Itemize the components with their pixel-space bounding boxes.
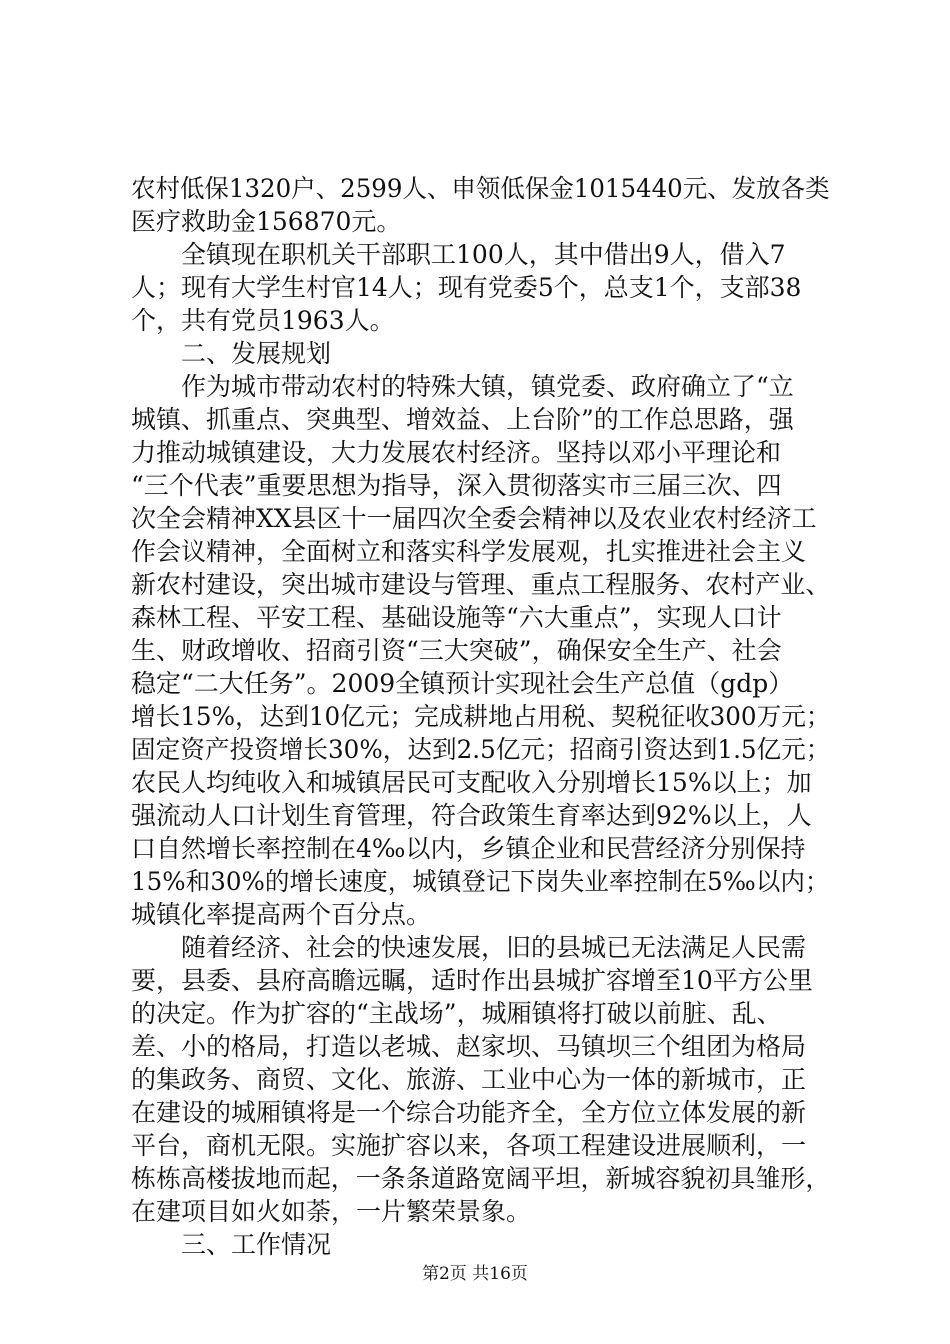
text-line: 作为城市带动农村的特殊大镇，镇党委、政府确立了“立 [181,372,794,401]
text-line: 农村低保1320户、2599人、申领低保金1015440元、发放各类 [131,174,830,203]
text-line: 生、财政增收、招商引资“三大突破”，确保安全生产、社会 [131,636,782,665]
text-line: 差、小的格局，打造以老城、赵家坝、马镇坝三个组团为格局 [131,1032,807,1061]
text-line: 新农村建设，突出城市建设与管理、重点工程服务、农村产业、 [131,570,831,599]
text-line: 15%和30%的增长速度，城镇登记下岗失业率控制在5‰以内； [131,867,830,896]
text-line: 力推动城镇建设，大力发展农村经济。坚持以邓小平理论和 [131,438,782,467]
text-line: 的集政务、商贸、文化、旅游、工业中心为一体的新城市，正 [131,1065,807,1094]
text-line: 森林工程、平安工程、基础设施等“六大重点”，实现人口计 [131,603,782,632]
text-line: 个，共有党员1963人。 [131,306,395,335]
text-line: 的决定。作为扩容的“主战场”，城厢镇将打破以前脏、乱、 [131,999,782,1028]
text-line: 城镇、抓重点、突典型、增效益、上台阶”的工作总思路，强 [131,405,794,434]
text-line: 栋栋高楼拔地而起，一条条道路宽阔平坦，新城容貌初具雏形， [131,1164,831,1193]
text-line: 增长15%，达到10亿元；完成耕地占用税、契税征收300万元； [131,702,831,731]
text-line: 次全会精神XX县区十一届四次全委会精神以及农业农村经济工 [131,504,817,533]
text-line: 作会议精神，全面树立和落实科学发展观，扎实推进社会主义 [131,537,807,566]
text-line: 随着经济、社会的快速发展，旧的县城已无法满足人民需 [181,933,807,962]
text-line: 要，县委、县府高瞻远瞩，适时作出县城扩容增至10平方公里 [131,966,813,995]
text-line: 农民人均纯收入和城镇居民可支配收入分别增长15%以上；加 [131,768,812,797]
text-line: 固定资产投资增长30%，达到2.5亿元；招商引资达到1.5亿元； [131,735,831,764]
section-heading: 三、工作情况 [181,1230,332,1259]
page-footer: 第2页 共16页 [422,1264,528,1284]
text-line: 全镇现在职机关干部职工100人，其中借出9人，借入7 [181,240,786,269]
text-line: 强流动人口计划生育管理，符合政策生育率达到92%以上，人 [131,801,812,830]
text-line: 在建设的城厢镇将是一个综合功能齐全，全方位立体发展的新 [131,1098,807,1127]
text-line: 口自然增长率控制在4‰以内，乡镇企业和民营经济分别保持 [131,834,806,863]
text-line: 人；现有大学生村官14人；现有党委5个，总支1个，支部38 [131,273,802,302]
section-heading: 二、发展规划 [181,339,332,368]
text-line: 城镇化率提高两个百分点。 [131,900,432,929]
text-line: 平台，商机无限。实施扩容以来，各项工程建设进展顺利，一 [131,1131,807,1160]
text-line: 在建项目如火如荼，一片繁荣景象。 [131,1197,532,1226]
text-line: 稳定“二大任务”。2009全镇预计实现社会生产总值（gdp） [131,669,794,698]
text-line: “三个代表”重要思想为指导，深入贯彻落实市三届三次、四 [131,471,782,500]
text-line: 医疗救助金156870元。 [131,207,402,236]
